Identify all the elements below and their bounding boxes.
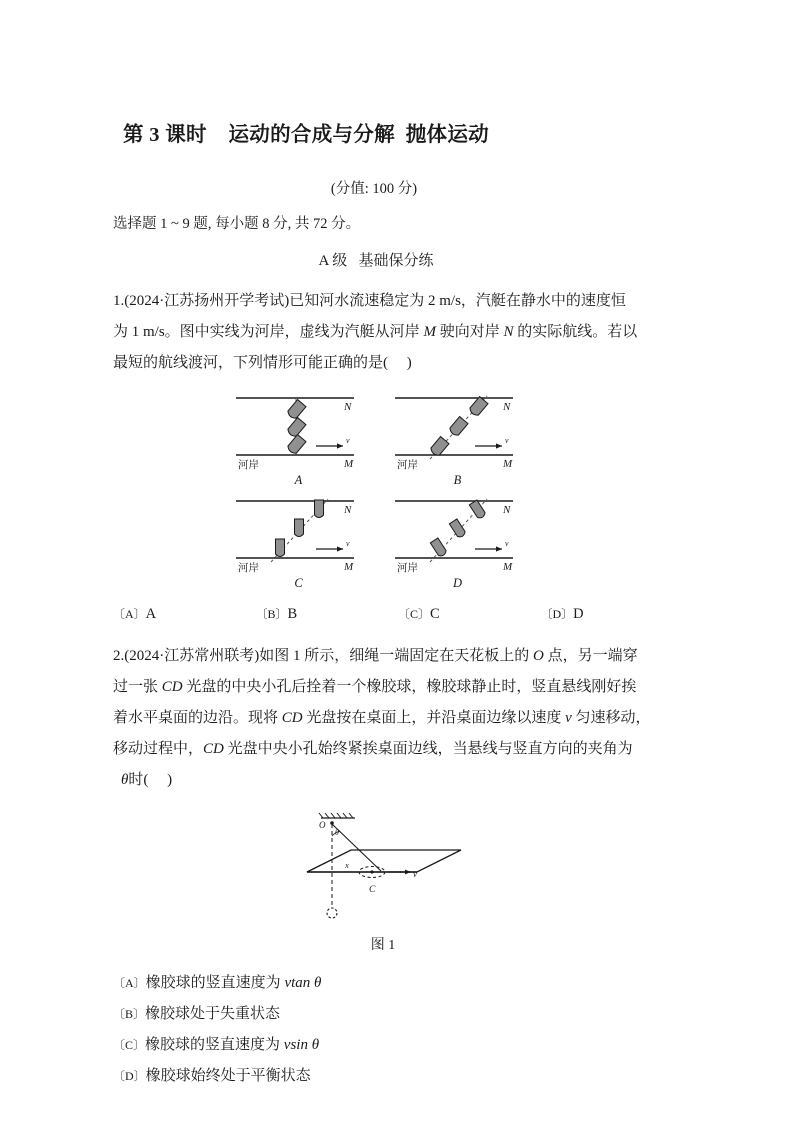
- question-1-line-1: 1.(2024·江苏扬州开学考试)已知河水流速稳定为 2 m/s，汽艇在静水中的速度恒: [113, 293, 626, 309]
- svg-text:N: N: [502, 401, 510, 413]
- q2-theta-symbol: θ: [121, 772, 129, 788]
- choice-d-label: D: [573, 606, 584, 622]
- q1-l2-part-b: 驶向对岸: [435, 324, 504, 340]
- choice-a-bracket: 〔A〕: [113, 607, 146, 621]
- question-1-line-2: [113, 317, 683, 348]
- question-2: [113, 641, 683, 1092]
- q2-l3-part-b: 光盘按在桌面上，并沿桌面边缘以速度: [302, 710, 566, 726]
- q2-cd-label-3: CD: [203, 741, 224, 757]
- choice-d[interactable]: [541, 605, 684, 623]
- figure-1-caption: 图 1: [370, 938, 396, 953]
- figure-c: [224, 492, 374, 591]
- question-1: [113, 286, 683, 623]
- choice-a-label: A: [145, 606, 157, 622]
- q2-choice-c[interactable]: [113, 1030, 683, 1061]
- figure-b-drawing: [383, 389, 533, 473]
- q2-l5-part-b: 时( ): [128, 772, 173, 788]
- q2-choice-b-bracket: 〔B〕: [113, 1007, 146, 1021]
- svg-text:v: v: [504, 436, 509, 445]
- q2-choice-a-text: 橡胶球的竖直速度为: [145, 975, 285, 991]
- q2-l2-part-a: 过一张: [113, 679, 162, 695]
- figure-1-drawing: [293, 810, 473, 930]
- q2-choice-d-bracket: 〔D〕: [113, 1069, 146, 1083]
- svg-text:v: v: [345, 436, 350, 445]
- q2-choice-c-bracket: 〔C〕: [113, 1038, 146, 1052]
- figure-a: [224, 389, 374, 488]
- q1-point-n: N: [503, 324, 514, 340]
- q2-choice-c-text: 橡胶球的竖直速度为: [145, 1037, 284, 1053]
- choice-b-label: B: [287, 606, 298, 622]
- svg-text:M: M: [502, 458, 512, 470]
- page-title: 第 3 课时 运动的合成与分解 抛体运动: [123, 124, 489, 146]
- q2-l4-part-b: 光盘中央小孔始终紧挨桌面边线，当悬线与竖直方向的夹角为: [223, 741, 633, 757]
- q2-velocity-symbol: v: [565, 710, 572, 726]
- q2-choice-b[interactable]: [113, 999, 683, 1030]
- q2-l3-part-c: 匀速移动，: [571, 710, 651, 726]
- q2-choice-b-text: 橡胶球处于失重状态: [145, 1006, 281, 1022]
- q2-choice-a-formula: vtan θ: [284, 975, 322, 991]
- question-2-line-5: [113, 765, 683, 796]
- question-2-line-3: [113, 703, 683, 734]
- figure-row-ab: [224, 389, 533, 488]
- svg-text:河岸: 河岸: [237, 459, 259, 471]
- question-2-line-2: [113, 672, 683, 703]
- svg-text:M: M: [343, 458, 353, 470]
- q2-l1-part-b: 点，另一端穿: [543, 648, 638, 664]
- svg-text:v: v: [413, 869, 417, 879]
- svg-text:河岸: 河岸: [396, 459, 418, 471]
- figure-d-label: D: [452, 576, 463, 590]
- choice-c[interactable]: [398, 605, 541, 623]
- svg-text:N: N: [343, 401, 351, 413]
- choice-c-bracket: 〔C〕: [398, 607, 431, 621]
- question-1-figures: [113, 389, 683, 591]
- choice-b[interactable]: [256, 605, 399, 623]
- q2-choice-a[interactable]: [113, 968, 683, 999]
- svg-text:O: O: [319, 820, 326, 830]
- svg-text:N: N: [502, 504, 510, 516]
- svg-text:河岸: 河岸: [396, 562, 418, 574]
- svg-text:河岸: 河岸: [237, 562, 259, 574]
- question-2-line-4: [113, 734, 683, 765]
- svg-text:v: v: [504, 539, 509, 548]
- figure-d: [383, 492, 533, 591]
- q2-point-o: O: [533, 648, 544, 664]
- figure-c-drawing: [224, 492, 374, 576]
- figure-a-label: A: [294, 473, 303, 487]
- q1-point-m: M: [423, 324, 436, 340]
- figure-row-cd: [224, 492, 533, 591]
- q1-l2-part-a: 为 1 m/s。图中实线为河岸，虚线为汽艇从河岸: [113, 324, 424, 340]
- q2-choice-c-formula: vsin θ: [283, 1037, 320, 1053]
- q2-choice-a-bracket: 〔A〕: [113, 976, 146, 990]
- score-line: (分值: 100 分): [330, 181, 418, 197]
- svg-text:M: M: [343, 561, 353, 573]
- choice-d-bracket: 〔D〕: [540, 607, 574, 621]
- choice-a[interactable]: [113, 605, 256, 623]
- svg-text:C: C: [369, 885, 376, 895]
- page-content: [113, 0, 683, 1092]
- question-2-choices: [113, 968, 683, 1092]
- figure-b: [383, 389, 533, 488]
- q2-cd-label-1: CD: [161, 679, 183, 695]
- figure-c-label: C: [294, 576, 303, 590]
- svg-text:N: N: [343, 504, 351, 516]
- figure-b-label: B: [453, 473, 462, 487]
- q2-l3-part-a: 着水平桌面的边沿。现将: [113, 710, 282, 726]
- choice-c-label: C: [430, 606, 440, 622]
- svg-text:x: x: [345, 860, 349, 870]
- svg-text:M: M: [502, 561, 512, 573]
- question-2-line-1: [113, 641, 683, 672]
- q2-l1-part-a: 2.(2024·江苏常州联考)如图 1 所示，细绳一端固定在天花板上的: [113, 648, 533, 664]
- svg-text:θ: θ: [335, 828, 339, 837]
- section-header: A 级 基础保分练: [318, 253, 434, 269]
- question-1-line-3: 最短的航线渡河，下列情形可能正确的是( ): [113, 355, 412, 371]
- q2-l4-part-a: 移动过程中，: [113, 741, 204, 757]
- choice-b-bracket: 〔B〕: [255, 607, 288, 621]
- q1-l2-part-c: 的实际航线。若以: [513, 324, 638, 340]
- figure-a-drawing: [224, 389, 374, 473]
- instruction-line: 选择题 1 ~ 9 题, 每小题 8 分, 共 72 分。: [113, 216, 361, 232]
- q2-choice-d[interactable]: [113, 1061, 683, 1092]
- question-1-choices: [113, 605, 683, 623]
- figure-d-drawing: [383, 492, 533, 576]
- q2-choice-d-text: 橡胶球始终处于平衡状态: [145, 1068, 311, 1084]
- figure-1-container: [113, 810, 683, 954]
- q2-cd-label-2: CD: [281, 710, 303, 726]
- q2-l2-part-b: 光盘的中央小孔后拴着一个橡胶球，橡胶球静止时，竖直悬线刚好挨: [182, 679, 637, 695]
- svg-text:v: v: [345, 539, 350, 548]
